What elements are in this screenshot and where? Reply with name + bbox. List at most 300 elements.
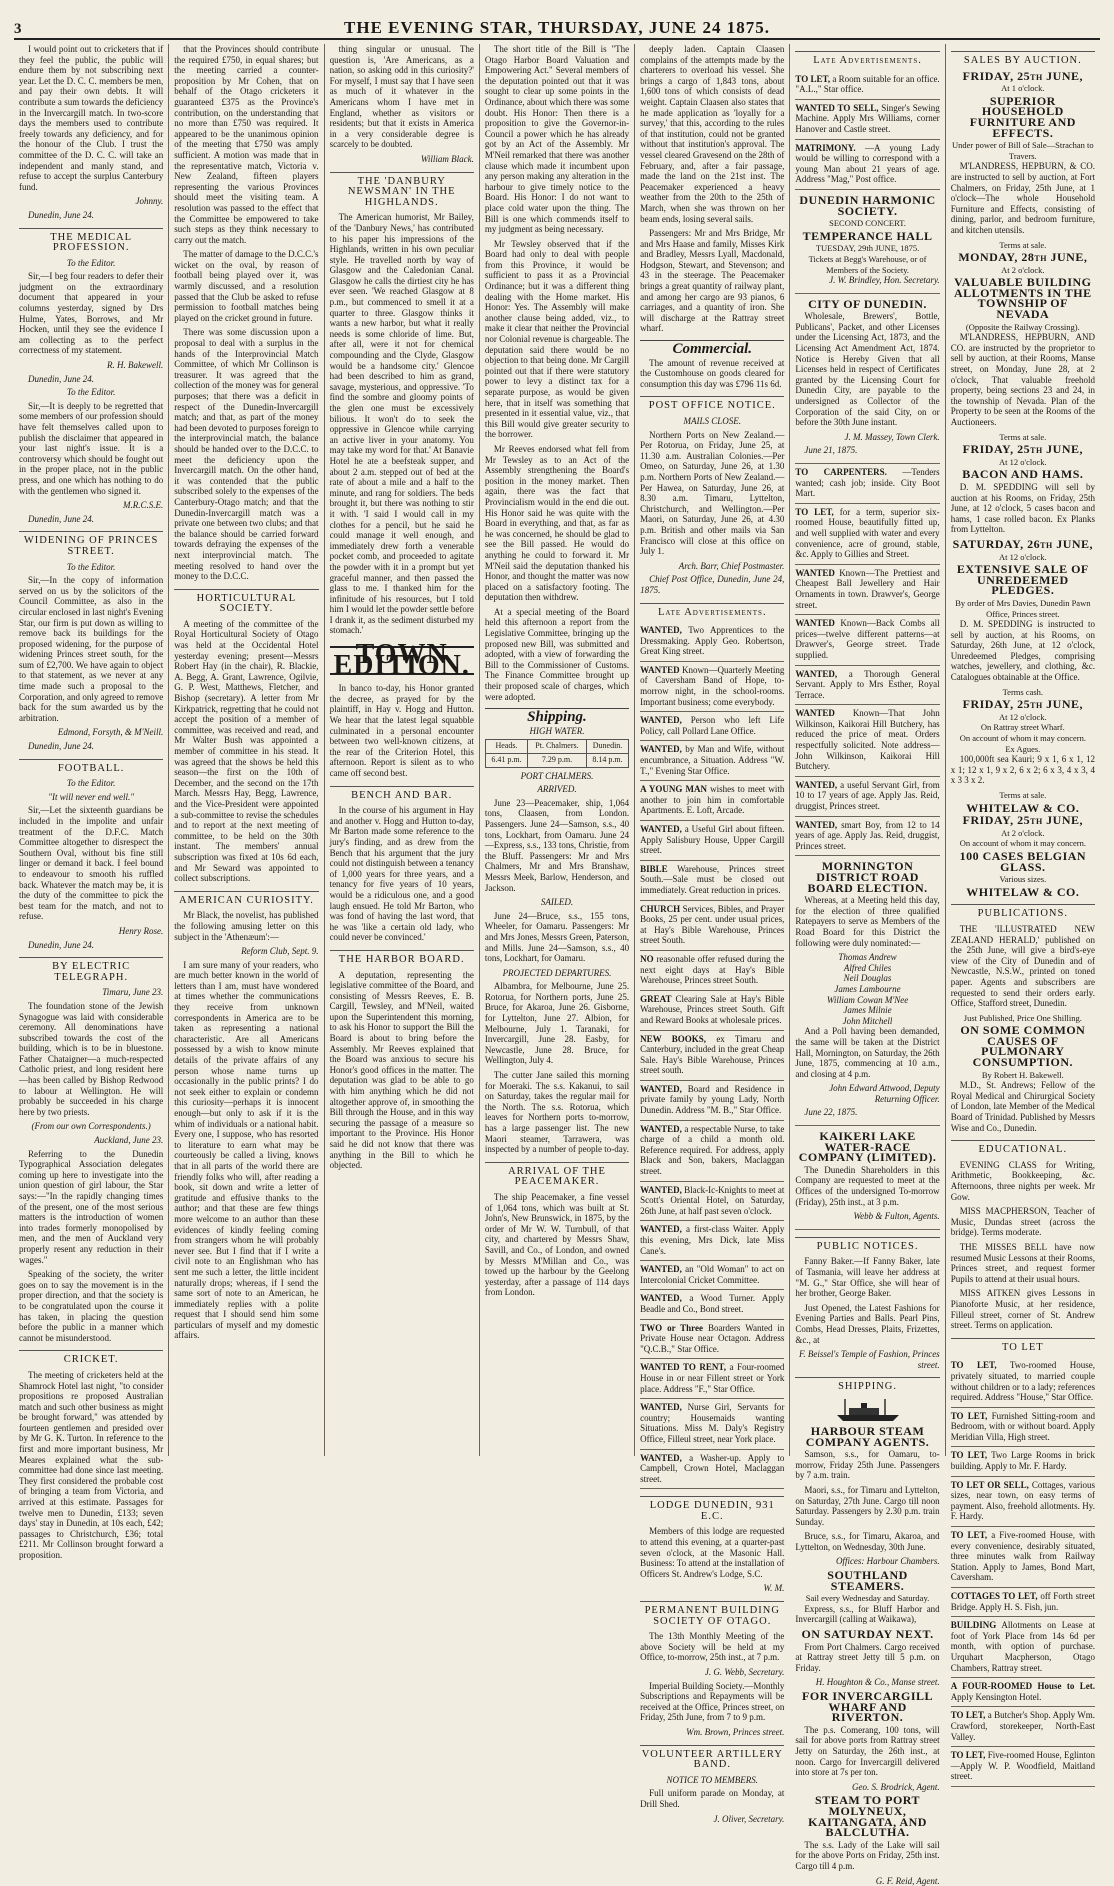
ad-text: Known—Back Combs all prices—twelve different patterns—at Drawver's, George street. Trade supplied. <box>795 618 939 660</box>
notice-title: CITY OF DUNEDIN. <box>795 299 939 310</box>
ad-caption: TO LET, <box>951 1750 986 1760</box>
correspondents-note: (From our own Correspondents.) <box>19 1121 163 1132</box>
notice-paragraph: The Dunedin Shareholders in this Company are requested to meet at the Offices of the undersigned To-morrow (Friday), 25th inst., at 3 p.m. <box>795 1165 939 1207</box>
tide-value: 7.29 p.m. <box>528 754 587 768</box>
publication-title: ON SOME COMMON CAUSES OF PULMONARY CONSUMPTION. <box>951 1025 1095 1067</box>
section-heading: TO LET <box>951 1338 1095 1354</box>
letter-place: Dunedin, June 24. <box>19 940 163 951</box>
nominee-name: Thomas Andrew <box>795 952 939 963</box>
article-paragraph: At a special meeting of the Board held this afternoon a report from the Legislative Committee, bringing up the proposed new Bill, was submitted and adopted, with a view of forwarding the Bill to the Commissioner of Customs. The Finance Committee brought up their proposed scale of charges, which were adopted. <box>485 607 629 702</box>
ad-caption: WANTED, <box>640 1124 682 1134</box>
route-title: STEAM TO PORT MOLYNEUX, KAITANGATA, AND BALCLUTHA. <box>795 1795 939 1837</box>
commercial-paragraph: The amount of revenue received at the Customhouse on goods cleared for consumption this day was £796 11s 6d. <box>640 358 784 390</box>
classified-ad <box>640 1320 784 1360</box>
sale-date: FRIDAY, 25th JUNE, <box>951 699 1095 710</box>
concert-ad <box>795 190 939 294</box>
nominee-name: James Milnie <box>795 1005 939 1016</box>
classified-ad <box>951 1707 1095 1747</box>
ad-caption: MATRIMONY. <box>795 143 855 153</box>
notice-signature: Wm. Brown, Princes street. <box>640 1727 784 1738</box>
nominee-name: William Cowan M'Nee <box>795 995 939 1006</box>
classified-ad <box>640 951 784 991</box>
article-paragraph: The meeting of cricketers held at the Shamrock Hotel last night, "to consider propositions re proposed Australian match and such other business as might be brought forward," was attended by fourteen gentlemen and presided over by Mr G. K. Turton. In reference to the first and more important business, Mr Meares explained what the sub-committee had done since last meeting. They first considered the probable cost of bringing a team from Victoria, and arrived at this estimate. Passages for twelve men to Dunedin, £133; seven days' stay in Dunedin, at 10s each, £42; passages to Christchurch, £36; total £211. Mr Collinson brought forward a proposition. <box>19 1370 163 1561</box>
shipping-ad: Express, s.s., for Bluff Harbor and Invercargill (calling at Waikawa), <box>795 1604 939 1625</box>
notice-signature: J. Oliver, Secretary. <box>640 1814 784 1825</box>
section-heading: THE HARBOR BOARD. <box>330 950 474 966</box>
column-5 <box>635 44 790 1456</box>
road-board-notice <box>795 856 939 1126</box>
classified-ad <box>640 712 784 741</box>
notice-paragraph: Fanny Baker.—If Fanny Baker, late of Tasmania, will leave her address at "M. G.," Star Office, she will hear of her brother, George Baker. <box>795 1256 939 1298</box>
classified-ad <box>640 1399 784 1449</box>
telegram-place: Timaru, June 23. <box>19 987 163 998</box>
classified-ads <box>795 464 939 856</box>
notice-paragraph: Whereas, at a Meeting held this day, for the election of three qualified Ratepayers to serve as Members of the Road Board for this District the following were duly nominated:— <box>795 895 939 948</box>
ad-caption: WANTED, <box>640 1453 682 1463</box>
classified-ad <box>795 464 939 504</box>
sale-subtitle: By order of Mrs Davies, Dunedin Pawn Office, Princes street. <box>951 598 1095 619</box>
classified-ad <box>640 1031 784 1081</box>
section-heading: PERMANENT BUILDING SOCIETY OF OTAGO. <box>640 1601 784 1627</box>
shipping-ad: From Port Chalmers. Cargo received at Rattray street Jetty till 5 p.m. on Friday. <box>795 1642 939 1674</box>
to-editor: To the Editor. <box>19 258 163 269</box>
letter-place: Dunedin, June 24. <box>19 741 163 752</box>
column-6 <box>790 44 945 1456</box>
letter-place: Dunedin, June 24. <box>19 514 163 525</box>
letter-signature: Henry Rose. <box>19 926 163 937</box>
ad-caption: GREAT <box>640 994 671 1004</box>
arrived-heading: ARRIVED. <box>485 784 629 795</box>
article-paragraph: Mr Black, the novelist, has published the following amusing letter on this subject in the 'Athenæum':— <box>174 910 318 942</box>
article-paragraph: Mr Reeves endorsed what fell from Mr Tewsley as to an Act of the Assembly strengthening the Board's position in the money market. Then again, there was the fact that Provincialism would in the end die out. His Honor said he was quite with the Board in everything, and that, as far as he was concerned, he should be glad to see the Bill passed. He would do anything he could to forward it. Mr M'Neil said the deputation thanked his Honor, and thought the matter was now placed on a satisfactory footing. The deputation then withdrew. <box>485 444 629 603</box>
ad-caption: NO <box>640 954 654 964</box>
city-notice <box>795 294 939 464</box>
sale-title: 100 CASES BELGIAN GLASS. <box>951 851 1095 872</box>
ad-caption: TO CARPENTERS. <box>795 467 887 477</box>
sale-subtitle: Various sizes. <box>951 874 1095 885</box>
notice-paragraph: And a Poll having been demanded, the same will be taken at the District Hall, Mornington, on Saturday, the 26th June, 1875, commencing at 10 a.m., and closing at 4 p.m. <box>795 1026 939 1079</box>
classified-ad <box>951 1678 1095 1707</box>
ad-signature: H. Houghton & Co., Manse street. <box>795 1677 939 1688</box>
steamship-icon <box>833 1397 903 1423</box>
classified-ad <box>640 622 784 662</box>
ad-text: Known—Quarterly Meeting of Caversham Band of Hope, to-morrow night, in the school-rooms. Important business; come everybody. <box>640 665 784 707</box>
article-paragraph: thing singular or unusual. The question is, 'Are Americans, as a nation, so asking odd in this curiosity?' For myself, I must say that I have seen as much of it whatever in the Americans whom I have met in England, whether as visitors or residents; but that it exists in America in a very considerable degree is scarcely to be doubted. <box>330 44 474 150</box>
ad-caption: WANTED, <box>640 625 682 635</box>
column-2 <box>169 44 324 1456</box>
article-paragraph: deeply laden. Captain Claasen complains of the attempts made by the charterers to overload his vessel. She brings a cargo of 1,843 tons, about 1,600 tons of which consists of dead weight. Captain Claasen also states that he made application as 'loyally for a survey,' that this, according to the rules of that institution, could not be granted without that institution's approval. The vessel cleared Gravesend on the 28th of February, and, after a fair passage, made the land on the 21st inst. The Peacemaker experienced a heavy weather from the 20th to the 25th of March, when she was thrown on her beam ends, losing several sails. <box>640 44 784 224</box>
classified-ad <box>640 741 784 781</box>
ad-text: Five-roomed House, Eglinton—Apply W. P. Woodfield, Maitland street. <box>951 1750 1095 1781</box>
ad-text: Apply Kensington Hotel. <box>951 1692 1042 1702</box>
classified-ad <box>640 991 784 1031</box>
letter-paragraph: Sir,—It is deeply to be regretted that some members of our profession should have felt themselves called upon to publish the disclaimer that appeared in your last night's issue. It is a controversy which should be fought out in the proper place, not in the public press, and one which has nothing to do with the gentlemen who signed it. <box>19 401 163 496</box>
classified-ad <box>640 901 784 951</box>
sale-time: At 12 o'clock. <box>951 457 1095 468</box>
tide-col-dunedin: Dunedin. <box>586 740 628 754</box>
classified-ad <box>795 565 939 615</box>
mails-heading: MAILS CLOSE. <box>640 416 784 427</box>
article-paragraph: A deputation, representing the legislative committee of the Board, and consisting of Messrs Reeves, E. B. Cargill, Tewsley, and M'Neil, waited upon the Superintendent this morning, to ask his Honor to support the Bill the Board is about to bring before the Assembly. Mr Reeves explained that the Board was anxious to secure his Honor's good offices in the matter. The deputation was glad to be able to go with him anything which he did not altogether approve of, in smoothing the Bill through the House, and in this way securing the passage of a measure so important to the Province. His Honor said he did not know that there was anything in the Bill to which he objected. <box>330 970 474 1171</box>
classified-ad <box>795 817 939 857</box>
ad-caption: NEW BOOKS, <box>640 1034 706 1044</box>
section-heading: BY ELECTRIC TELEGRAPH. <box>19 957 163 983</box>
classified-ad <box>795 666 939 706</box>
column-7 <box>946 44 1100 1456</box>
ad-caption: WANTED, <box>795 669 837 679</box>
ad-text: Boarders Wanted in Private House near Octagon. Address "Q.C.B.," Star Office. <box>640 1323 784 1354</box>
shipping-ad: The s.s. Lady of the Lake will sail for the above Ports on Friday, 25th inst. Cargo till 4 p.m. <box>795 1840 939 1872</box>
sale-date: FRIDAY, 25th JUNE, <box>951 815 1095 826</box>
ad-caption: WANTED TO RENT, <box>640 1362 726 1372</box>
ad-caption: WANTED, <box>640 824 682 834</box>
classified-ad <box>640 1261 784 1290</box>
publication-author: By Robert H. Bakewell. <box>951 1070 1095 1081</box>
quote: "It will never end well." <box>19 792 163 803</box>
classified-ad <box>640 1182 784 1222</box>
ad-caption: CHURCH <box>640 904 680 914</box>
article-paragraph: A meeting of the committee of the Royal Horticultural Society of Otago was held at the Occidental Hotel yesterday evening; present—Messrs Robert Hay (in the chair), R. Blackie, A. Begg, A. Grant, Lawrence, Ogilvie, G. P. West, Matthews, Fletcher, and Bishop (secretary). A letter from Mr Kirkpatrick, regretting that he could not accept the position of a member of committee, was received and read, and Mr Walter Bush was appointed a member of committee in his stead. It was agreed that the shows be held this season—the first on the 10th of December, and the second on the 17th March. Messrs Hay, Begg, Lawrence, and the Vice-President were appointed a sub-committee to revise the schedules and to report at the next meeting of committee, to be held on the 30th instant. The members' annual subscription was fixed at 10s 6d each, and Mr Seward was appointed to collect subscriptions. <box>174 619 318 884</box>
column-1 <box>14 44 169 1456</box>
tide-col-heads: Heads. <box>485 740 527 754</box>
shipping-ad: The p.s. Comerang, 100 tons, will sail for above ports from Rattray street Jetty on Saturday, the 26th inst., at noon. Cargo for Invercargill delivered into store at 7s per ton. <box>795 1725 939 1778</box>
ad-caption: A YOUNG MAN <box>640 784 707 794</box>
ad-text: ex Timaru and Canterbury, included in the great Cheap Sale. Hay's Bible Warehouse, Princes street south. <box>640 1034 784 1076</box>
ad-caption: TO LET, <box>951 1360 997 1370</box>
auctioneer-name: WHITELAW & CO. <box>951 803 1095 814</box>
company-name: SOUTHLAND STEAMERS. <box>795 1570 939 1591</box>
letter-place: Reform Club, Sept. 9. <box>174 946 318 957</box>
ad-text: Board and Residence in private family by young Lady, North Dunedin. Address "M. B.," Star Office. <box>640 1084 784 1115</box>
article-paragraph: The ship Peacemaker, a fine vessel of 1,064 tons, which was built at St. John's, New Brunswick, in 1875, by the order of Mr W. W. Turnbull, of that city, and chartered by Messrs Shaw, Savill, and Co., of London, and owned by Messrs M'Millan and Co., was towed up the harbour by the Geelong yesterday, after a passage of 114 days from London. <box>485 1192 629 1298</box>
education-ad: THE MISSES BELL have now resumed Music Lessons at their Rooms, Princes street, and request former Pupils to attend at their usual hours. <box>951 1242 1095 1284</box>
classified-ad <box>951 1357 1095 1407</box>
telegram-place: Auckland, June 23. <box>19 1135 163 1146</box>
ad-caption: TO LET, <box>795 74 830 84</box>
notice-paragraph: Wholesale, Brewers', Bottle, Publicans', Packet, and other Licenses under the Licensing Act, 1873, and the Licensing Act Amendment Act, 1874. Notice is Hereby Given that all Licenses held in respect of Certificates granted by the Licensing Court for Dunedin City, are payable to the undersigned as Collector of the Corporation of the said City, on or before the 30th June instant. <box>795 311 939 428</box>
notice-signature: Webb & Fulton, Agents. <box>795 1211 939 1222</box>
shipping-paragraph: June 23—Peacemaker, ship, 1,064 tons, Claasen, from London. Passengers. June 24—Samson, s.s., 40 tons, Lockhart, from Oamaru. June 24—Express, s.s., 133 tons, Christie, from the Bluff. Passengers: Mr and Mrs Chalmers, Mr and Mrs Branshaw, Messrs Meek, Barlow, Henderson, and Jackson. <box>485 798 629 893</box>
letter-signature: Johnny. <box>19 196 163 207</box>
ad-caption: WANTED, <box>795 780 837 790</box>
article-paragraph: There was some discussion upon a proposal to deal with a surplus in the hands of the Interprovincial Match Committee, of which Mr Collinson is treasurer. It was agreed that the collection of the money was for general purposes; that there was a deficit in respect of the Dunedin-Invercargill match; and that, as part of the money had been devoted to purposes foreign to the interprovincial match, the balance should be handed over to the D.C.C. to meet the deficiency upon the Invercargill match. On the other hand, it was contended that the public subscribed solely to the expenses of the Canterbury-Otago match; and that the Dunedin-Invercargill match was a private one between two clubs; and that the balance should be carried forward towards defraying the expenses of the next interprovincial match. The meeting resolved to hand over the money to the D.C.C. <box>174 327 318 581</box>
classified-ad <box>640 1290 784 1319</box>
notice-title: KAIKERI LAKE WATER-RACE COMPANY (LIMITED). <box>795 1131 939 1163</box>
letter-place: Dunedin, June 24. <box>19 210 163 221</box>
article-paragraph: The matter of damage to the D.C.C.'s wicket on the oval, by reason of football being played over it, was warmly discussed, and a resolution passed that the Club be asked to refuse permission to football matches being played on the cricket ground in future. <box>174 249 318 323</box>
sale-title: EXTENSIVE SALE OF UNREDEEMED PLEDGES. <box>951 564 1095 596</box>
ad-text: a Useful Girl about fifteen. Apply Salisbury House, Upper Cargill street. <box>640 824 784 855</box>
ad-text: a Five-roomed House, with every convenience, desirably situated, three minutes walk from Railway Station. Apply to James, Bond Mart, Caversham. <box>951 1530 1095 1582</box>
ad-caption: WANTED, <box>640 744 682 754</box>
classified-ad <box>795 777 939 817</box>
ad-caption: WANTED TO SELL, <box>795 103 878 113</box>
classified-ads <box>640 622 784 1489</box>
classified-ad <box>951 1617 1095 1678</box>
telegram-paragraph: Referring to the Dunedin Typographical Association delegates coming up here to investigate into the union question of girl labour, the Star says:—"In the rapidly changing times of the present, one of the most serious matters is the introduction of women into trades formerly monopolised by men, and the men of Auckland very properly resent any reduction in their wages." <box>19 1149 163 1266</box>
sale-subtitle: Ex Agues. <box>951 744 1095 755</box>
letter-paragraph: Sir,—Let the sixteenth guardians be included in the impolite and unfair treatment of the D.F.C. Match Committee altogether to disrespect the Southern Oval, without bis fine still linger or demand it back. I feel bound to endeavour to smooth his ruffled back. Whatever the match may be, it is the duty of the committee to pick the best team for the match, and not to refuse. <box>19 805 163 922</box>
article-paragraph: Passengers: Mr and Mrs Bridge, Mr and Mrs Haase and family, Misses Kirk and Bradley, Messrs Lyall, Macdonald, Hodgson, Stewart, and Stevenson; and 43 in the steerage. The Peacemaker brings a great quantity of railway plant, and among her cargo are 93 pianos, 6 carriages, and a quantity of iron. She will discharge at the Rattray street wharf. <box>640 228 784 334</box>
sale-title: SUPERIOR HOUSEHOLD FURNITURE AND EFFECTS. <box>951 96 1095 138</box>
ad-text: Allotments on Lease at foot of York Place from 14s 6d per month, with option of purchase. Urquhart Macpherson, Otago Chambers, Rattray street. <box>951 1620 1095 1672</box>
notice-subheading: NOTICE TO MEMBERS. <box>640 1775 784 1786</box>
classified-ad <box>795 615 939 665</box>
ad-text: a Four-roomed House in or near Fillent street or York place. Address "F.," Star Office. <box>640 1362 784 1393</box>
notice-paragraph: Members of this lodge are requested to attend this evening, at a quarter-past seven o'clock, at the Masonic Hall. Business: To attend at the installation of Officers St. Andrew's Lodge, S.C. <box>640 1526 784 1579</box>
ad-caption: WANTED, <box>640 1084 682 1094</box>
ad-caption: WANTED, <box>795 820 837 830</box>
nominee-name: Neil Douglas <box>795 973 939 984</box>
classified-ad <box>640 1359 784 1399</box>
classified-ad <box>951 1588 1095 1617</box>
section-heading: SHIPPING. <box>795 1377 939 1393</box>
publication-ad: M.D., St. Andrews; Fellow of the Royal Medical and Chirurgical Society of London, late Member of the Medical Board of Trinidad. Published by Messrs Wise and Co., Dunedin. <box>951 1080 1095 1133</box>
tide-value: 8.14 p.m. <box>586 754 628 768</box>
to-editor: To the Editor. <box>19 778 163 789</box>
education-ad: EVENING CLASS for Writing, Arithmetic, Bookkeeping, &c. Afternoons, three nights per week. Mr Gow. <box>951 1160 1095 1202</box>
concert-date: TUESDAY, 29th JUNE, 1875. <box>795 243 939 254</box>
ad-text: Clearing Sale at Hay's Bible Warehouse, Princes street South. Gift and Reward Books at wholesale prices. <box>640 994 784 1025</box>
sale-date: FRIDAY, 25th JUNE, <box>951 444 1095 455</box>
ad-caption: BIBLE <box>640 864 668 874</box>
sale-subtitle: On account of whom it may concern. <box>951 838 1095 849</box>
classified-ad <box>951 1527 1095 1588</box>
sale-title: VALUABLE BUILDING ALLOTMENTS IN THE TOWNSHIP OF NEVADA <box>951 277 1095 319</box>
ad-caption: WANTED, <box>640 1185 682 1195</box>
section-heading: THE MEDICAL PROFESSION. <box>19 228 163 254</box>
section-heading: PUBLICATIONS. <box>951 904 1095 920</box>
classified-ad <box>640 662 784 712</box>
post-paragraph: Northern Ports on New Zealand.—Per Rotorua, on Friday, June 25, at 11.30 a.m. Australian Colonies.—Per Omeo, on Saturday, June 26, at 1.30 p.m. Northern Ports of New Zealand.—Per Hawea, on Saturday, June 26, at 8.30 a.m. Timaru, Lyttelton, Christchurch, and Wellington.—Per Maori, on Saturday, June 26, at 4.30 p.m. British and other mails via San Francisco will close at this office on July 1. <box>640 430 784 557</box>
ad-text: Two Apprentices to the Dressmaking. Apply Geo. Robertson, Great King street. <box>640 625 784 656</box>
nominee-name: James Lambourne <box>795 984 939 995</box>
sale-subtitle: Under power of Bill of Sale—Strachan to Travers. <box>951 140 1095 161</box>
ad-signature: G. F. Reid, Agent. <box>795 1876 939 1886</box>
ad-caption: COTTAGES TO LET, <box>951 1591 1038 1601</box>
classified-ad <box>795 100 939 140</box>
route-title: FOR INVERCARGILL WHARF AND RIVERTON. <box>795 1691 939 1723</box>
sale-time: At 12 o'clock. <box>951 712 1095 723</box>
column-4 <box>480 44 635 1456</box>
classified-ad <box>795 504 939 565</box>
ad-caption: TO LET, <box>951 1710 986 1720</box>
sale-subtitle: On account of whom it may concern. <box>951 733 1095 744</box>
notice-paragraph: Full uniform parade on Monday, at Drill Shed. <box>640 1788 784 1809</box>
to-editor: To the Editor. <box>19 387 163 398</box>
ad-text: an "Old Woman" to act on Intercolonial Cricket Committee. <box>640 1264 784 1285</box>
letter-place: Dunedin, June 24. <box>19 374 163 385</box>
ad-text: Singer's Sewing Machine. Apply Mrs Williams, corner Hanover and Castle street. <box>795 103 939 134</box>
ad-text: for a term, superior six-roomed House, beautifully fitted up, and well supplied with water and every convenience, acre of ground, stable, &c. Apply to Gillies and Street. <box>795 507 939 559</box>
sailing-day: ON SATURDAY NEXT. <box>795 1629 939 1640</box>
columns <box>14 44 1100 1456</box>
telegram-paragraph: The foundation stone of the Jewish Synagogue was laid with considerable ceremony. All denominations have subscribed towards the cost of the building, which is to be in bluestone. Father Chataigner—a much-respected Catholic priest, and long resident here—has been called by Bishop Redwood to labour at Wellington. He will probably be succeeded in his charge here by two priests. <box>19 1001 163 1118</box>
ad-text: a Butcher's Shop. Apply Wm. Crawford, storekeeper, North-East Valley. <box>951 1710 1095 1741</box>
section-heading: VOLUNTEER ARTILLERY BAND. <box>640 1745 784 1771</box>
company-offices: Offices: Harbour Chambers. <box>795 1556 939 1567</box>
ad-caption: WANTED, <box>640 1224 682 1234</box>
ad-caption: WANTED <box>795 568 835 578</box>
section-heading: WIDENING OF PRINCES STREET. <box>19 531 163 557</box>
classified-ad <box>640 861 784 901</box>
ad-caption: TO LET, <box>951 1411 988 1421</box>
ad-caption: TO LET OR SELL, <box>951 1480 1029 1490</box>
classified-ad <box>795 71 939 100</box>
article-paragraph: I am sure many of your readers, who are much better known in the world of letters than I am, must have wondered at times whether the communications they receive from unknown correspondents in America are to be taken as representing a national characteristic. Are all Americans possessed by a wish to know minute details of the private affairs of any person whose name turns up occasionally in the public prints? I do not seek either to explain or condemn this curiosity—perhaps it is innocent enough—but only to ask if it is the whim of individuals or a national habit. Every one, I suppose, who has resorted to literature to earn what may be courteously be called a living, knows that in all parts of the world there are friendly folks who will, after reading a book, sit down and write a letter of gratitude and effusive thanks to the author; and that these are few things more welcome to an author than these evidences of kindly feeling coming from strangers whom he will probably never see. But I find that if I write a civil note to an Englishman who has sent me such a letter, the little incident naturally drops; whereas, if I send the same sort of note to an American, he immediately replies with a polite request that I should send him some particulars of myself and my domestic affairs. <box>174 960 318 1341</box>
company-name: HARBOUR STEAM COMPANY AGENTS. <box>795 1426 939 1447</box>
tickets-note: Tickets at Begg's Warehouse, or of Members of the Society. <box>795 254 939 275</box>
ad-caption: TWO or Three <box>640 1323 703 1333</box>
departures-heading: PROJECTED DEPARTURES. <box>485 968 629 979</box>
ad-text: Black-Ic-Knights to meet at Scott's Oriental Hotel, on Saturday, 26th June, at half past seven o'clock. <box>640 1185 784 1216</box>
shipping-heading: Shipping. <box>485 708 629 723</box>
ad-text: Two Large Rooms in brick building. Apply to Mr. F. Hardy. <box>951 1450 1095 1471</box>
high-water-heading: HIGH WATER. <box>485 726 629 737</box>
ad-caption: WANTED, <box>640 715 682 725</box>
shipping-ad: Samson, s.s., for Oamaru, to-morrow, Friday 25th June. Passengers by 7 a.m. train. <box>795 1449 939 1481</box>
ad-caption: TO LET, <box>795 507 833 517</box>
classified-ad <box>951 1747 1095 1787</box>
ad-text: off Forth street Bridge. Apply H. S. Fish, jun. <box>951 1591 1095 1612</box>
section-heading: ARRIVAL OF THE PEACEMAKER. <box>485 1162 629 1188</box>
auction-paragraph: D. M. SPEDDING is instructed to sell by auction, at his Rooms, on Saturday, 26th June, at 12 o'clock, Unredeemed Pledges, comprising watches, jewellery, and clothing, &c. Catalogues obtainable at the Office. <box>951 619 1095 683</box>
post-signature: Arch. Barr, Chief Postmaster. <box>640 561 784 572</box>
hall-name: TEMPERANCE HALL <box>795 231 939 242</box>
masthead <box>14 8 1100 40</box>
kaikeri-notice <box>795 1126 939 1230</box>
sale-location: On Rattray street Wharf. <box>951 722 1095 733</box>
ad-text: by Man and Wife, without encumbrance, a Situation. Address "W. T.," Evening Star Office. <box>640 744 784 775</box>
ad-caption: A FOUR-ROOMED House to Let. <box>951 1681 1095 1691</box>
sale-terms: Terms at sale. <box>951 432 1095 443</box>
ad-text: smart Boy, from 12 to 14 years of age. Apply Jas. Reid, druggist, Princes street. <box>795 820 939 851</box>
notice-signature: W. M. <box>640 1583 784 1594</box>
notice-signature: J. M. Massey, Town Clerk. <box>795 432 939 443</box>
section-heading: EDUCATIONAL. <box>951 1140 1095 1156</box>
ad-text: a useful Servant Girl, from 10 to 17 years of age. Apply Jas. Reid, druggist, Princes street. <box>795 780 939 811</box>
ad-caption: WANTED, <box>640 1402 682 1412</box>
auctioneer-name: WHITELAW & CO. <box>951 887 1095 898</box>
section-heading: CRICKET. <box>19 1350 163 1366</box>
auction-paragraph: D. M. SPEDDING will sell by auction at his Rooms, on Friday, 25th June, at 12 o'clock, 5 cases bacon and hams, 1 case rolled bacon. Ex Planks from Lyttelton. <box>951 482 1095 535</box>
letter-signature: William Black. <box>330 154 474 165</box>
letter-signature: R. H. Bakewell. <box>19 360 163 371</box>
ad-text: a first-class Waiter. Apply this evening, Mrs Dick, late Miss Cane's. <box>640 1224 784 1255</box>
telegram-paragraph: Speaking of the society, the writer goes on to say the movement is in the proper direction, and that the society is to be congratulated upon the course it has taken, in placing the question before the public in a manner which cannot be misunderstood. <box>19 1269 163 1343</box>
ad-signature: Geo. S. Brodrick, Agent. <box>795 1782 939 1793</box>
auction-paragraph: 100,000ft sea Kauri; 9 x 1, 6 x 1, 12 x 1; 12 x 1, 9 x 2, 6 x 2; 6 x 3, 4 x 3, 4 x 3 3 x 2. <box>951 754 1095 786</box>
notice-signature: F. Beissel's Temple of Fashion, Princes street. <box>795 1349 939 1370</box>
classified-ad <box>640 1221 784 1261</box>
auction-paragraph: M'LANDRESS, HEPBURN, & CO. are instructed to sell by auction, at Fort Chalmers, on Friday, 25th June, at 1 o'clock—The whole Household Furniture and Effects, consisting of dining, parlor, and bedroom furniture, and kitchen utensils. <box>951 161 1095 235</box>
sailed-heading: SAILED. <box>485 897 629 908</box>
ad-text: Person who left Life Policy, call Pollard Lane Office. <box>640 715 784 736</box>
publication-ad: THE 'ILLUSTRATED NEW ZEALAND HERALD,' published on the 25th June, will give a bird's-eye view of the City of Dunedin and of Newcastle, N.S.W., printed on toned paper. Agents and subscribers are requested to send their orders early. Office, Stafford street, Dunedin. <box>951 924 1095 1009</box>
ad-text: Services, Bibles, and Prayer Books, 25 per cent. under usual prices, at Hay's Bible Warehouse, Princes street South. <box>640 904 784 946</box>
section-heading: THE 'DANBURY NEWSMAN' IN THE HIGHLANDS. <box>330 172 474 209</box>
ad-text: a Wood Turner. Apply Beadle and Co., Bond street. <box>640 1293 784 1314</box>
letter-paragraph: Sir,—In the copy of information served on us by the solicitors of the Council Committee, as also in the circular enclosed in last night's Evening Star, our firm is put down as willing to remove back its buildings for the proposed widening, for the purpose of widening Princes street south, for the sum of £2,700. We have again to object to that statement, as we never at any time made such a proposal to the Corporation, and only agreed to remove back for the sum awarded us by the arbitration. <box>19 575 163 723</box>
classified-ad <box>640 781 784 821</box>
ad-text: —Tenders wanted; cash job; inside. City Boot Mart. <box>795 467 939 498</box>
ad-caption: BUILDING <box>951 1620 997 1630</box>
letter-paragraph: I would point out to cricketers that if they feel the public, the public will endure them by not subscribing next year. Let the D. C. C. members be men, and pay their own debts. It will contribute a sum towards the deficiency in the Invercargill match. In two-score days the members used to contribute freely towards any deficiency, and for the honour of the Club. I trust the committee of the D. C. C. will take an independent and manly stand, and refuse to accept the surplus Canterbury fund. <box>19 44 163 192</box>
section-heading: HORTICULTURAL SOCIETY. <box>174 589 318 615</box>
sale-terms: Terms at sale. <box>951 240 1095 251</box>
late-ads-heading: Late Advertisements. <box>795 51 939 67</box>
publication-price: Just Published, Price One Shilling. <box>951 1013 1095 1024</box>
ad-caption: WANTED <box>795 618 835 628</box>
ad-text: a Room suitable for an office. "A.L.," Star office. <box>795 74 939 95</box>
ad-text: wishes to meet with another to join him in comfortable Apartments. E. Loft, Arcade. <box>640 784 784 815</box>
article-paragraph: In the course of his argument in Hay and another v. Hogg and Hutton to-day, Mr Barton made some reference to the jury's finding, and as drew from the Bench that his argument that the jury could not distinguish between a tenancy of 1,000 years for three years, and a tenancy for five years of 10 years, would be a ridiculous one, and a good laugh ensued. He told Mr Barton, who was fond of having the last word, that he was 'like a certain old lady, who could never be convinced.' <box>330 805 474 943</box>
letter-signature: M.R.C.S.E. <box>19 500 163 511</box>
post-place: Chief Post Office, Dunedin, June 24, 1875. <box>640 574 784 595</box>
classified-ad <box>795 140 939 190</box>
sale-title: BACON AND HAMS. <box>951 469 1095 480</box>
ad-caption: WANTED <box>795 708 835 718</box>
ad-text: Two-roomed House, privately situated, to married couple without children or to a lady; references required. Address "House," Star Office. <box>951 1360 1095 1402</box>
ad-text: Nurse Girl, Servants for country; Housemaids wanting Situations. Miss M. Daly's Registry Office, Filleul street, near York place. <box>640 1402 784 1444</box>
tide-table <box>485 739 629 767</box>
notice-signature: J. G. Webb, Secretary. <box>640 1667 784 1678</box>
ad-text: Cottages, various sizes, near town, on easy terms of payment. Also, freehold allotments. Hy. F. Hardy. <box>951 1480 1095 1522</box>
classified-ad <box>640 1450 784 1490</box>
sale-time: At 2 o'clock. <box>951 828 1095 839</box>
education-ad: MISS MACPHERSON, Teacher of Music, Dundas street (across the bridge). Terms moderate. <box>951 1206 1095 1238</box>
notice-date: June 22, 1875. <box>795 1107 939 1118</box>
sale-time: At 12 o'clock. <box>951 552 1095 563</box>
ad-text: Furnished Sitting-room and Bedroom, with or without board. Apply Meridian Villa, High street. <box>951 1411 1095 1442</box>
classified-ad <box>951 1408 1095 1448</box>
ad-caption: WANTED <box>640 665 680 675</box>
sale-date: MONDAY, 28th JUNE, <box>951 252 1095 263</box>
article-paragraph: The American humorist, Mr Bailey, of the 'Danbury News,' has contributed to his paper his impressions of the Highlands, written in his own peculiar style. He travelled north by way of Glasgow and the Caledonian Canal. Glasgow he calls the dirtiest city he has ever seen. 'We reached Glasgow at 8 p.m., but commenced to smell it at a quarter to three. Glasgow thinks it wants a new harbor, but what it really needs is some chloride of lime. But, after all, were it not for chemical compounding and the Clyde, Glasgow would be a handsome city.' Glencoe had been described to him as grand, savage, mysterious, and oppressive. 'To find the sombre and gloomy points of the glen one must be excessively bilious. It won't do to seek the oppressive in Glencoe while carrying an active liver in your anatomy. You may take my word for that.' At Banavie Hotel he ate a beefsteak supper, and about 2 a.m. stepped out of bed at the rate of about a mile and a half to the minute, and rang for soldiers. The beds brought it, but there was nothing to stir it with. 'I said I would call in my clothes for a pencil, but he said he could manage it well enough, and immediately drew forth a venerable pocket comb, and proceeded to agitate the powder with it in a prompt but yet graceful manner, and then passed the glass to me. I thanked him for the infinitude of his resources, but I told him I would let the powder settle before I drank it, as the sediment disturbed my stomach.' <box>330 212 474 636</box>
classified-ad <box>640 1081 784 1121</box>
classified-ad <box>951 1477 1095 1527</box>
nominee-name: Alfred Chiles <box>795 963 939 974</box>
article-paragraph: that the Provinces should contribute the required £750, in equal shares; but the meeting carried a counter-proposition by Mr Cohen, that on behalf of the Otago cricketers it guaranteed £375 as the Province's contribution, on the understanding that no more than £750 was required. It appeared to be the unanimous opinion of the meeting that £750 was amply sufficient. A motion was made that in the representative match, Victoria v. New Zealand, fifteen players representing the various Provinces should meet the visiting team. A resolution was passed to the effect that the Committee be empowered to take such steps as they think necessary to carry out the match. <box>174 44 318 245</box>
section-heading: FOOTBALL. <box>19 759 163 775</box>
commercial-heading: Commercial. <box>640 340 784 355</box>
section-heading: SALES BY AUCTION. <box>951 51 1095 67</box>
education-ad: MISS AITKEN gives Lessons in Pianoforte Music, at her residence, Filleul street, corner of St. Andrew street. Terms on application. <box>951 1288 1095 1330</box>
section-heading: POST OFFICE NOTICE. <box>640 396 784 412</box>
ad-signature: J. W. Brindley, Hon. Secretary. <box>795 275 939 286</box>
notice-paragraph: The 13th Monthly Meeting of the above Society will be held at my Office, to-morrow, 25th inst., at 7 p.m. <box>640 1631 784 1663</box>
shipping-ad: Maori, s.s., for Timaru and Lyttelton, on Saturday, 27th June. Cargo till noon Saturday. Passengers by 2.30 p.m. train Sunday. <box>795 1485 939 1527</box>
nominee-name: John Mitchell <box>795 1016 939 1027</box>
notice-title: MORNINGTON DISTRICT ROAD BOARD ELECTION. <box>795 861 939 893</box>
section-heading: PUBLIC NOTICES. <box>795 1237 939 1253</box>
ad-caption: TO LET, <box>951 1530 987 1540</box>
ad-caption: WANTED, <box>640 1293 682 1303</box>
notice-date: June 21, 1875. <box>795 445 939 456</box>
article-paragraph: The short title of the Bill is "The Otago Harbor Board Valuation and Empowering Act." Several members of the deputation pointed out that it was sought to clear up some points in the Ordinance, about which there was some doubt. His Honor: Then there is a proposition to give the Governor-in-Council a power which he has already got by an Act of the Assembly. Mr M'Neil remarked that there was another clause which made it incumbent upon any person making any alteration in the harbour to give timely notice to the Board. His Honor: I do not want to place cold water upon the thing. The Bill is one which commends itself to my judgment as being necessary. <box>485 44 629 235</box>
notice-paragraph: Just Opened, the Latest Fashions for Evening Parties and Balls. Pearl Pins, Combs, Head Dresses, Plaits, Frizettes, &c., at <box>795 1303 939 1345</box>
letter-paragraph: Sir,—I beg four readers to defer their judgment on the extraordinary document that appeared in your columns yesterday, signed by Drs Hulme, Yates, Borrows, and Mr Hocken, until they see the evidence I am collecting as to the perfect correctness of my statement. <box>19 271 163 356</box>
classified-ad <box>795 705 939 777</box>
ad-text: —A young Lady would be willing to correspond with a young Man about 21 years of age. Address "Mag," Post office. <box>795 143 939 185</box>
tide-col-port: Pt. Chalmers. <box>528 740 587 754</box>
classified-ads <box>951 1357 1095 1787</box>
sale-date: FRIDAY, 25th JUNE, <box>951 71 1095 82</box>
nominee-list <box>795 952 939 1026</box>
shipping-ad: Bruce, s.s., for Timaru, Akaroa, and Lyttelton, on Wednesday, 30th June. <box>795 1531 939 1552</box>
classified-ads <box>795 71 939 190</box>
auction-paragraph: M'LANDRESS, HEPBURN, AND CO. are instructed by the proprietor to sell by auction, at their Rooms, Manse street, on Monday, June 28, at 2 o'clock, That valuable freehold property, being sections 23 and 24, in the township of Nevada. Plan of the Property to be seen at the Rooms of the Auctioneers. <box>951 332 1095 427</box>
